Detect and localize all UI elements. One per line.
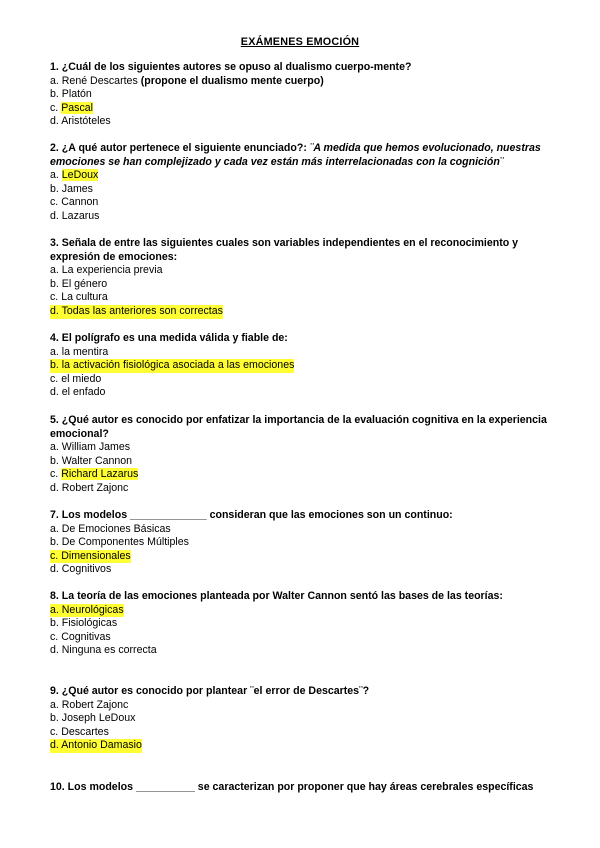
answer-highlight: Dimensionales [61, 549, 131, 562]
option-d: d. Aristóteles [50, 115, 111, 128]
answer-highlight: LeDoux [61, 169, 99, 182]
question-8 [50, 590, 560, 658]
option-a: a. LeDoux [50, 169, 99, 182]
option-b: b. Joseph LeDoux [50, 712, 136, 725]
answer-highlight: Antonio Damasio [61, 739, 142, 752]
option-b: b. Platón [50, 88, 92, 101]
answer-highlight: Richard Lazarus [61, 468, 139, 481]
option-d: d. Lazarus [50, 209, 100, 222]
quote-text: ¨A medida que hemos evolucionado, nuestras emociones se han complejizado y cada vez están más interrelacionadas con la cognición¨ [50, 142, 541, 168]
option-b: b. El género [50, 277, 108, 290]
question-3 [50, 237, 560, 319]
option-c: c. el miedo [50, 372, 102, 385]
option-c: c. La cultura [50, 291, 108, 304]
option-a: a. De Emociones Básicas [50, 522, 171, 535]
option-b: b. la activación fisiológica asociada a las emociones [50, 359, 295, 372]
answer-highlight: Pascal [61, 101, 93, 114]
option-d: d. Cognitivos [50, 563, 112, 576]
answer-highlight: Neurológicas [61, 603, 124, 616]
option-b: b. Fisiológicas [50, 617, 118, 630]
option-note: (propone el dualismo mente cuerpo) [137, 74, 324, 87]
option-c: c. Cannon [50, 196, 99, 209]
question-1 [50, 61, 560, 129]
question-2 [50, 142, 560, 224]
option-a: a. René Descartes (propone el dualismo mente cuerpo) [50, 74, 324, 87]
option-a: a. Neurológicas [50, 603, 124, 616]
question-text: 2. ¿A qué autor pertenece el siguiente enunciado?: ¨A medida que hemos evolucionado, nuestras emociones se han complejizado y cada vez están más interrelacionadas con la cognición¨ [50, 142, 541, 168]
answer-highlight: Todas las anteriores son correctas [61, 304, 223, 317]
option-b: b. De Componentes Múltiples [50, 536, 189, 549]
option-d: d. Robert Zajonc [50, 481, 129, 494]
question-text: 3. Señala de entre las siguientes cuales son variables independientes en el reconocimiento y expresión de emociones: [50, 237, 519, 263]
option-a: a. Robert Zajonc [50, 698, 129, 711]
question-5 [50, 414, 560, 496]
option-a: a. William James [50, 441, 131, 454]
question-text: 7. Los modelos _____________ consideran que las emociones son un continuo: [50, 509, 453, 521]
question-text: 4. El polígrafo es una medida válida y fiable de: [50, 332, 288, 344]
question-text: 9. ¿Qué autor es conocido por plantear ¨el error de Descartes¨? [50, 685, 370, 697]
option-c: c. Dimensionales [50, 549, 131, 562]
answer-highlight: la activación fisiológica asociada a las emociones [61, 359, 295, 372]
option-b: b. James [50, 182, 93, 195]
option-c: c. Pascal [50, 101, 93, 114]
option-c: c. Richard Lazarus [50, 468, 139, 481]
option-c: c. Descartes [50, 725, 109, 738]
option-c: c. Cognitivas [50, 630, 111, 643]
question-text: 1. ¿Cuál de los siguientes autores se opuso al dualismo cuerpo-mente? [50, 61, 412, 73]
question-4 [50, 332, 560, 400]
page-title: EXÁMENES EMOCIÓN [240, 36, 360, 48]
option-d: d. Todas las anteriores son correctas [50, 304, 223, 317]
question-text: 8. La teoría de las emociones planteada por Walter Cannon sentó las bases de las teorías: [50, 590, 503, 602]
option-a: a. la mentira [50, 345, 109, 358]
question-9 [50, 685, 560, 753]
question-10: 10. Los modelos __________ se caracterizan por proponer que hay áreas cerebrales específicas [50, 781, 534, 793]
question-text: 5. ¿Qué autor es conocido por enfatizar la importancia de la evaluación cognitiva en la experiencia emocional? [50, 414, 547, 440]
option-b: b. Walter Cannon [50, 454, 133, 467]
question-7 [50, 509, 560, 577]
option-a: a. La experiencia previa [50, 264, 163, 277]
option-d: d. Ninguna es correcta [50, 644, 157, 657]
option-d: d. Antonio Damasio [50, 739, 142, 752]
option-d: d. el enfado [50, 386, 106, 399]
